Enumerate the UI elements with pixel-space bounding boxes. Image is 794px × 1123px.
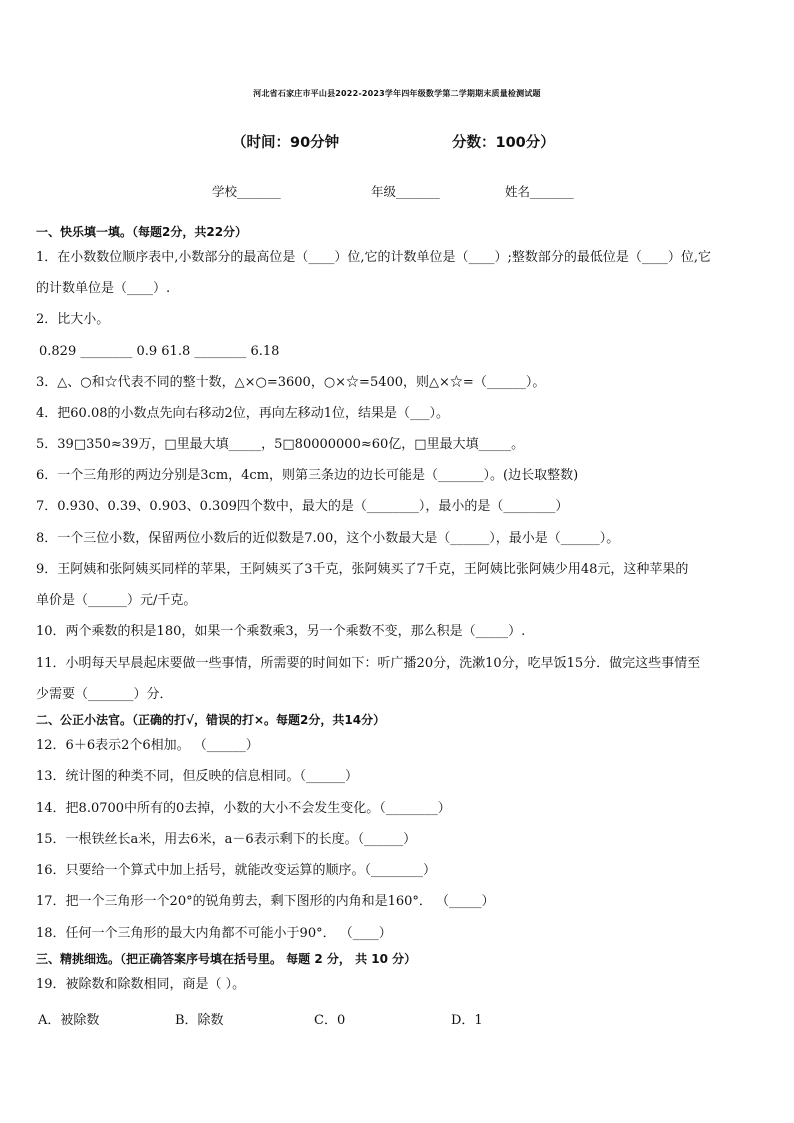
question-line: 2．比大小。 <box>36 312 110 327</box>
question-line: 1．在小数数位顺序表中,小数部分的最高位是（____）位,它的计数单位是（____）;整数部分的最低位是（____）位,它 <box>36 250 712 265</box>
option-a: A．被除数 <box>38 1013 100 1028</box>
section-heading: 一、快乐填一填。（每题2分，共22分） <box>36 225 248 239</box>
question-line: 7．0.930、0.39、0.903、0.309四个数中，最大的是（________），最小的是（________） <box>36 499 569 514</box>
school-field: 学校_______ <box>212 184 281 199</box>
question-line: 单价是（______）元/千克。 <box>36 593 197 608</box>
question-line: 0.829 ________ 0.9 61.8 ________ 6.18 <box>39 344 280 359</box>
question-line: 16．只要给一个算式中加上括号，就能改变运算的顺序。（________） <box>36 863 437 878</box>
page-title: 河北省石家庄市平山县2022-2023学年四年级数学第二学期期末质量检测试题 <box>253 89 541 98</box>
section-heading: 二、公正小法官。（正确的打√，错误的打×。每题2分，共14分） <box>36 713 386 727</box>
option-c: C．0 <box>314 1013 346 1028</box>
question-line: 12．6＋6表示2个6相加。 （______） <box>36 738 259 753</box>
question-line: 15．一根铁丝长a米，用去6米，a－6表示剩下的长度。（______） <box>36 832 417 847</box>
question-line: 少需要（_______）分． <box>36 687 173 702</box>
question-line: 19．被除数和除数相同，商是（ ）。 <box>36 977 246 992</box>
question-line: 13．统计图的种类不同，但反映的信息相同。（______） <box>36 769 359 784</box>
question-line: 11．小明每天早晨起床要做一些事情，所需要的时间如下：听广播20分，洗漱10分，吃早饭15分．做完这些事情至 <box>36 656 701 671</box>
question-line: 6．一个三角形的两边分别是3cm，4cm，则第三条边的边长可能是（_______）。(边长取整数) <box>36 468 579 483</box>
question-line: 3．△、○和☆代表不同的整十数，△×○=3600，○×☆=5400，则△×☆=（______）。 <box>36 375 546 390</box>
section-heading: 三、精挑细选。（把正确答案序号填在括号里。 每题 2 分， 共 10 分） <box>36 952 417 966</box>
name-field: 姓名_______ <box>505 184 574 199</box>
question-line: 10．两个乘数的积是180，如果一个乘数乘3，另一个乘数不变，那么积是（_____）. <box>36 624 526 639</box>
question-line: 4．把60.08的小数点先向右移动2位，再向左移动1位，结果是（___）。 <box>36 406 450 421</box>
option-d: D．1 <box>451 1013 483 1028</box>
question-line: 9．王阿姨和张阿姨买同样的苹果，王阿姨买了3千克，张阿姨买了7千克，王阿姨比张阿姨少用48元，这种苹果的 <box>36 562 689 577</box>
exam-time: （时间：90分钟 <box>232 135 340 151</box>
question-line: 8．一个三位小数，保留两位小数后的近似数是7.00，这个小数最大是（______），最小是（______）。 <box>36 531 620 546</box>
question-line: 5．39□350≈39万，□里最大填_____，5□80000000≈60亿，□里最大填_____。 <box>36 437 525 452</box>
question-line: 的计数单位是（____）. <box>36 281 171 296</box>
question-line: 18．任何一个三角形的最大内角都不可能小于90°． （____） <box>36 926 392 941</box>
option-b: B．除数 <box>175 1013 224 1028</box>
grade-field: 年级_______ <box>371 184 440 199</box>
exam-score: 分数：100分） <box>452 135 555 151</box>
question-line: 17．把一个三角形一个20°的锐角剪去，剩下图形的内角和是160°． （_____） <box>36 894 495 909</box>
question-line: 14．把8.0700中所有的0去掉，小数的大小不会发生变化。（________） <box>36 801 451 816</box>
